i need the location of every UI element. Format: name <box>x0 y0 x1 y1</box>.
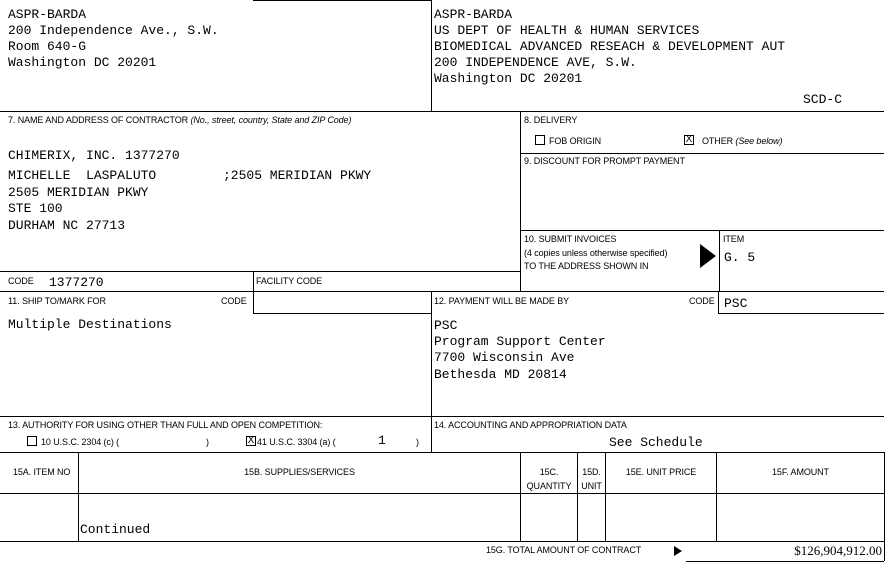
invoice-item-value: G. 5 <box>724 250 756 265</box>
contractor-address-line: DURHAM NC 27713 <box>8 218 126 233</box>
other-label: OTHER (See below) <box>702 136 783 146</box>
rule <box>0 452 884 453</box>
rule <box>253 0 431 1</box>
table-header-unit-price: 15E. UNIT PRICE <box>625 467 697 477</box>
rule <box>0 111 884 112</box>
authority-2304-close: ) <box>206 437 209 447</box>
invoice-item-label: ITEM <box>723 234 745 244</box>
admin-office-line: 200 INDEPENDENCE AVE, S.W. <box>434 55 637 70</box>
rule <box>0 493 884 494</box>
rule <box>884 452 885 561</box>
admin-office-code: SCD-C <box>803 92 843 107</box>
admin-office-line: BIOMEDICAL ADVANCED RESEACH & DEVELOPMENT AUT <box>434 39 786 54</box>
rule <box>686 561 884 562</box>
authority-label: 13. AUTHORITY FOR USING OTHER THAN FULL AND OPEN COMPETITION: <box>8 420 323 430</box>
rule <box>78 452 79 541</box>
rule <box>0 271 520 272</box>
rule <box>520 230 884 231</box>
total-value: $126,904,912.00 <box>794 543 882 558</box>
issuing-office-line: ASPR-BARDA <box>8 7 87 22</box>
admin-office-line: Washington DC 20201 <box>434 71 583 86</box>
contractor-code-value: 1377270 <box>49 275 104 290</box>
payment-address-line: PSC <box>434 318 458 333</box>
payment-address-line: Bethesda MD 20814 <box>434 367 567 382</box>
discount-label: 9. DISCOUNT FOR PROMPT PAYMENT <box>524 156 685 166</box>
invoices-label-line: TO THE ADDRESS SHOWN IN <box>524 261 649 271</box>
total-label: 15G. TOTAL AMOUNT OF CONTRACT <box>486 545 642 555</box>
rule <box>431 291 432 452</box>
authority-3304-value: 1 <box>378 433 386 448</box>
table-header-amount: 15F. AMOUNT <box>772 467 829 477</box>
admin-office-line: US DEPT OF HEALTH & HUMAN SERVICES <box>434 23 700 38</box>
fob-origin-label: FOB ORIGIN <box>549 136 602 146</box>
rule <box>718 313 884 314</box>
payment-address-line: 7700 Wisconsin Ave <box>434 350 575 365</box>
authority-3304-close: ) <box>416 437 419 447</box>
ship-to-code-label: CODE <box>221 296 247 306</box>
accounting-value: See Schedule <box>609 435 703 450</box>
rule <box>253 271 254 313</box>
rule <box>718 291 719 313</box>
rule <box>520 111 521 291</box>
rule <box>431 0 432 111</box>
issuing-office-line: Washington DC 20201 <box>8 55 157 70</box>
rule <box>0 541 884 542</box>
rule <box>577 452 578 541</box>
arrow-right-icon <box>700 244 716 268</box>
rule <box>605 452 606 541</box>
contractor-name: CHIMERIX, INC. 1377270 <box>8 148 180 163</box>
payment-code-label: CODE <box>689 296 715 306</box>
rule <box>520 153 884 154</box>
payment-address-line: Program Support Center <box>434 334 606 349</box>
arrow-right-icon <box>674 546 682 556</box>
contractor-label: 7. NAME AND ADDRESS OF CONTRACTOR (No., street, country, State and ZIP Code) <box>8 115 352 125</box>
delivery-label: 8. DELIVERY <box>524 115 578 125</box>
rule <box>0 291 884 292</box>
table-header-unit: UNIT <box>581 481 602 491</box>
contractor-contact: MICHELLE LASPALUTO <box>8 168 157 183</box>
authority-2304-label: 10 U.S.C. 2304 (c) ( <box>41 437 120 447</box>
rule <box>719 230 720 291</box>
contractor-contact-address: ;2505 MERIDIAN PKWY <box>223 168 372 183</box>
ship-to-label: 11. SHIP TO/MARK FOR <box>8 296 106 306</box>
authority-2304-checkbox[interactable] <box>27 436 37 446</box>
facility-code-label: FACILITY CODE <box>256 276 323 286</box>
ship-to-value: Multiple Destinations <box>8 317 172 332</box>
table-row-continued: Continued <box>80 522 151 537</box>
authority-3304-checkbox[interactable]: X <box>247 435 255 446</box>
table-header-item-no: 15A. ITEM NO <box>13 467 71 477</box>
table-header-unit: 15D. <box>582 467 601 477</box>
table-header-supplies: 15B. SUPPLIES/SERVICES <box>244 467 355 477</box>
admin-office-line: ASPR-BARDA <box>434 7 513 22</box>
payment-label: 12. PAYMENT WILL BE MADE BY <box>434 296 570 306</box>
contractor-code-label: CODE <box>8 276 34 286</box>
invoices-label-line: (4 copies unless otherwise specified) <box>524 248 668 258</box>
table-header-quantity: QUANTITY <box>526 481 572 491</box>
accounting-label: 14. ACCOUNTING AND APPROPRIATION DATA <box>434 420 627 430</box>
invoices-label-line: 10. SUBMIT INVOICES <box>524 234 617 244</box>
rule <box>253 313 431 314</box>
issuing-office-line: Room 640-G <box>8 39 87 54</box>
payment-code-value: PSC <box>724 296 748 311</box>
rule <box>716 452 717 541</box>
table-header-quantity: 15C. <box>539 467 559 477</box>
other-checkbox[interactable]: X <box>685 134 693 145</box>
contractor-address-line: 2505 MERIDIAN PKWY <box>8 185 149 200</box>
contractor-address-line: STE 100 <box>8 201 63 216</box>
issuing-office-line: 200 Independence Ave., S.W. <box>8 23 219 38</box>
rule <box>520 452 521 541</box>
rule <box>0 416 884 417</box>
authority-3304-label: 41 U.S.C. 3304 (a) ( <box>257 437 336 447</box>
fob-origin-checkbox[interactable] <box>535 135 545 145</box>
